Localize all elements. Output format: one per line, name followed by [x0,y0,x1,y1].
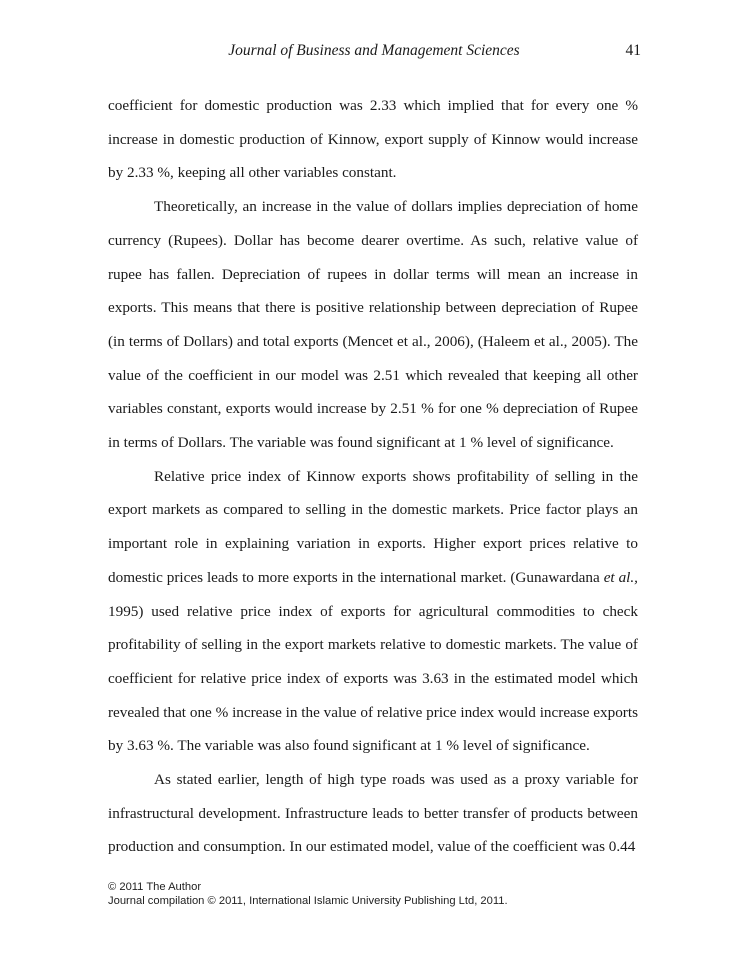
page-number: 41 [625,42,641,59]
running-header [0,42,748,64]
page-footer [108,880,668,908]
paragraph-domestic-production: coefficient for domestic production was 2.33 which implied that for every one % increase in domestic production of Kinnow, export supply of Kinnow would increase by 2.33 %, keeping all other variables constant. [108,97,638,182]
paragraph-text-segment: 1995) used relative price index of exports for agricultural commodities to check profitability of selling in the export markets relative to domestic markets. The value of coefficient for relative price index of exports was 3.63 in the estimated model which revealed that one % increase in the value of relative price index would increase exports by 3.63 %. The variable was also found significant at 1 % level of significance. [108,602,638,755]
paragraph-text-segment: Relative price index of Kinnow exports shows profitability of selling in the export markets as compared to selling in the domestic markets. Price factor plays an important role in explaining variation in exports. Higher export prices relative to domestic prices leads to more exports in the international market. (Gunawardana [108,467,638,586]
journal-name: Journal of Business and Management Sciences [228,42,520,59]
paragraph-infrastructure: As stated earlier, length of high type roads was used as a proxy variable for infrastructural development. Infrastructure leads to better transfer of products between production and consumption. In our estimated model, value of the coefficient was 0.44 [108,771,638,856]
body-text [108,89,638,864]
paragraph-relative-price-index [108,460,638,763]
citation-et-al: et al., [603,568,638,586]
copyright-notice: © 2011 The Author [108,881,202,893]
journal-compilation-notice: Journal compilation © 2011, International Islamic University Publishing Ltd, 2011. [108,895,508,907]
paragraph-exchange-rate: Theoretically, an increase in the value of dollars implies depreciation of home currency (Rupees). Dollar has become dearer overtime. As such, relative value of rupee has fallen. Depreciation of rupees in dollar terms will mean an increase in exports. This means that there is positive relationship between depreciation of Rupee (in terms of Dollars) and total exports (Mencet et al., 2006), (Haleem et al., 2005). The value of the coefficient in our model was 2.51 which revealed that keeping all other variables constant, exports would increase by 2.51 % for one % depreciation of Rupee in terms of Dollars. The variable was found significant at 1 % level of significance. [108,198,638,452]
